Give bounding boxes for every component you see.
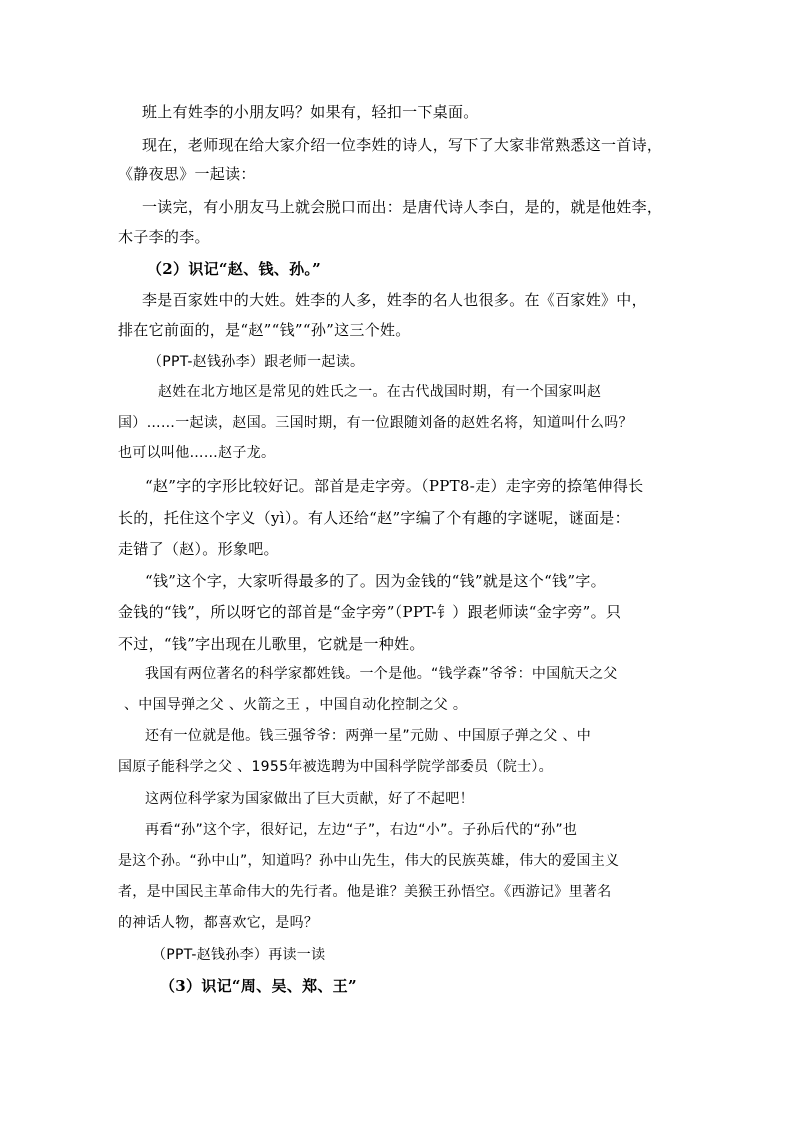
paragraph-line: 还有一位就是他。钱三强爷爷：两弹一星”元勋 、中国原子弹之父 、中 (145, 728, 592, 744)
paragraph-line: “钱”这个字，大家听得最多的了。因为金钱的“钱”就是这个“钱”字。 (145, 572, 606, 590)
paragraph-line: 、中国导弹之父 、火箭之王 ，中国自动化控制之父 。 (124, 697, 468, 713)
paragraph-line: 长的，托住这个字义（yì）。有人还给“赵”字编了个有趣的字谜呢，谜面是： (118, 509, 630, 527)
section-heading: （3）识记“周、吴、郑、王” (160, 977, 357, 995)
paragraph-line: 走错了（赵）。形象吧。 (118, 540, 279, 558)
paragraph-line: 我国有两位著名的科学家都姓钱。一个是他。“钱学森”爷爷：中国航天之父 (145, 666, 618, 682)
paragraph-line: 是这个孙。“孙中山”，知道吗？孙中山先生，伟大的民族英雄，伟大的爱国主义 (118, 853, 620, 869)
paragraph-line: 这两位科学家为国家做出了巨大贡献，好了不起吧！ (145, 791, 474, 807)
section-heading: （2）识记“赵、钱、孙。” (147, 260, 322, 278)
paragraph-line: 不过，“钱”字出现在儿歌里，它就是一种姓。 (118, 635, 425, 653)
paragraph-line: 《静夜思》一起读： (118, 165, 256, 183)
paragraph-line: 国）……一起读，赵国。三国时期，有一位跟随刘备的赵姓名将，知道叫什么吗？ (118, 415, 633, 431)
paragraph-line: （PPT-赵钱孙李）跟老师一起读。 (148, 354, 365, 370)
paragraph-line: “赵”字的字形比较好记。部首是走字旁。（PPT8-走）走字旁的捺笔伸得长 (145, 477, 644, 495)
paragraph-line: 一读完，有小朋友马上就会脱口而出：是唐代诗人李白，是的，就是他姓李， (142, 198, 663, 216)
paragraph-line: 现在，老师现在给大家介绍一位李姓的诗人，写下了大家非常熟悉这一首诗， (142, 136, 663, 154)
paragraph-line: 金钱的“钱”，所以呀它的部首是“金字旁”（PPT-钅）跟老师读“金字旁”。只 (118, 603, 622, 621)
paragraph-line: 的神话人物，都喜欢它，是吗？ (118, 915, 319, 931)
paragraph-line: 国原子能科学之父 、1955年被选聘为中国科学院学部委员（院士）。 (118, 759, 553, 775)
paragraph-line: 排在它前面的，是“赵”“钱”“孙”这三个姓。 (118, 321, 411, 339)
paragraph-line: 再看“孙”这个字，很好记，左边“子”，右边“小”。子孙后代的“孙”也 (145, 822, 578, 838)
paragraph-line: 李是百家姓中的大姓。姓李的人多，姓李的名人也很多。在《百家姓》中， (142, 291, 647, 309)
paragraph-line: 赵姓在北方地区是常见的姓氏之一。在古代战国时期，有一个国家叫赵 (158, 384, 602, 400)
paragraph-line: （PPT-赵钱孙李）再读一读 (152, 947, 326, 963)
paragraph-line: 木子李的李。 (118, 228, 210, 246)
paragraph-line: 也可以叫他……赵子龙。 (118, 445, 276, 461)
paragraph-line: 者，是中国民主革命伟大的先行者。他是谁？美猴王孙悟空。《西游记》里著名 (118, 884, 612, 900)
paragraph-line: 班上有姓李的小朋友吗？如果有，轻扣一下桌面。 (142, 103, 479, 121)
